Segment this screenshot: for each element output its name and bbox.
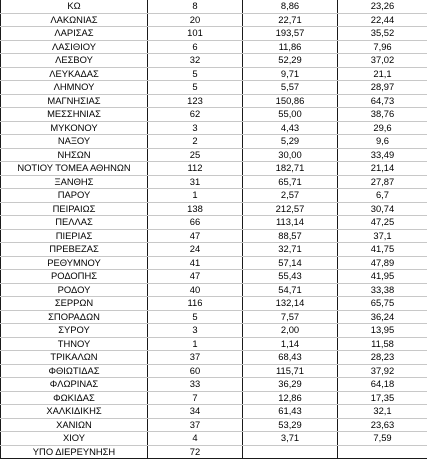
table-row: [1, 418, 427, 432]
rate-cell: 5,29: [243, 135, 338, 149]
case-count-cell: 5: [148, 310, 243, 324]
rate-cell: 55,00: [243, 108, 338, 122]
case-count-cell: 47: [148, 229, 243, 243]
case-count-cell: 112: [148, 162, 243, 176]
table-row: [1, 283, 427, 297]
change-cell: 33,38: [338, 283, 427, 297]
case-count-cell: 41: [148, 256, 243, 270]
case-count-cell: 4: [148, 432, 243, 446]
rate-cell: 68,43: [243, 351, 338, 365]
rate-cell: 32,71: [243, 243, 338, 257]
case-count-cell: 66: [148, 216, 243, 230]
change-cell: 47,25: [338, 216, 427, 230]
region-name-cell: ΠΡΕΒΕΖΑΣ: [1, 243, 148, 257]
table-row: [1, 229, 427, 243]
region-name-cell: ΝΟΤΙΟΥ ΤΟΜΕΑ ΑΘΗΝΩΝ: [1, 162, 148, 176]
change-cell: 41,75: [338, 243, 427, 257]
rate-cell: 9,71: [243, 67, 338, 81]
region-name-cell: ΡΕΘΥΜΝΟΥ: [1, 256, 148, 270]
change-cell: 32,1: [338, 405, 427, 419]
change-cell: 22,44: [338, 13, 427, 27]
region-name-cell: ΠΑΡΟΥ: [1, 189, 148, 203]
change-cell: 35,52: [338, 27, 427, 41]
change-cell: 28,23: [338, 351, 427, 365]
case-count-cell: 20: [148, 13, 243, 27]
change-cell: 29,6: [338, 121, 427, 135]
region-name-cell: ΛΑΣΙΘΙΟΥ: [1, 40, 148, 54]
change-cell: 41,95: [338, 270, 427, 284]
table-row: [1, 175, 427, 189]
case-count-cell: 31: [148, 175, 243, 189]
change-cell: 64,73: [338, 94, 427, 108]
table-row: [1, 162, 427, 176]
case-count-cell: 101: [148, 27, 243, 41]
region-name-cell: ΛΑΚΩΝΙΑΣ: [1, 13, 148, 27]
case-count-cell: 123: [148, 94, 243, 108]
region-name-cell: ΥΠΟ ΔΙΕΡΕΥΝΗΣΗ: [1, 445, 148, 459]
change-cell: 28,97: [338, 81, 427, 95]
region-name-cell: ΜΥΚΟΝΟΥ: [1, 121, 148, 135]
case-count-cell: 24: [148, 243, 243, 257]
change-cell: 65,75: [338, 297, 427, 311]
region-name-cell: ΦΘΙΩΤΙΔΑΣ: [1, 364, 148, 378]
rate-cell: [243, 445, 338, 459]
change-cell: 37,1: [338, 229, 427, 243]
change-cell: 23,63: [338, 418, 427, 432]
rate-cell: 4,43: [243, 121, 338, 135]
rate-cell: 113,14: [243, 216, 338, 230]
table-row: [1, 270, 427, 284]
table-row: [1, 135, 427, 149]
table-row: [1, 202, 427, 216]
table-row: [1, 189, 427, 203]
change-cell: 11,58: [338, 337, 427, 351]
rate-cell: 57,14: [243, 256, 338, 270]
table-row: [1, 108, 427, 122]
table-row: [1, 256, 427, 270]
region-name-cell: ΣΠΟΡΑΔΩΝ: [1, 310, 148, 324]
table-row: [1, 148, 427, 162]
case-count-cell: 32: [148, 54, 243, 68]
case-count-cell: 37: [148, 351, 243, 365]
region-name-cell: ΧΙΟΥ: [1, 432, 148, 446]
case-count-cell: 2: [148, 135, 243, 149]
table-row: [1, 81, 427, 95]
rate-cell: 182,71: [243, 162, 338, 176]
table-row: [1, 391, 427, 405]
rate-cell: 61,43: [243, 405, 338, 419]
rate-cell: 8,86: [243, 0, 338, 13]
region-name-cell: ΣΥΡΟΥ: [1, 324, 148, 338]
region-name-cell: ΛΑΡΙΣΑΣ: [1, 27, 148, 41]
change-cell: 33,49: [338, 148, 427, 162]
case-count-cell: 33: [148, 378, 243, 392]
rate-cell: 193,57: [243, 27, 338, 41]
change-cell: 36,24: [338, 310, 427, 324]
rate-cell: 132,14: [243, 297, 338, 311]
table-row: [1, 337, 427, 351]
case-count-cell: 8: [148, 0, 243, 13]
change-cell: 37,92: [338, 364, 427, 378]
change-cell: 7,59: [338, 432, 427, 446]
case-count-cell: 7: [148, 391, 243, 405]
rate-cell: 5,57: [243, 81, 338, 95]
change-cell: 21,1: [338, 67, 427, 81]
table-row: [1, 364, 427, 378]
rate-cell: 3,71: [243, 432, 338, 446]
rate-cell: 7,57: [243, 310, 338, 324]
rate-cell: 22,71: [243, 13, 338, 27]
change-cell: 23,26: [338, 0, 427, 13]
region-name-cell: ΛΗΜΝΟΥ: [1, 81, 148, 95]
table-row: [1, 0, 427, 13]
change-cell: 38,76: [338, 108, 427, 122]
change-cell: 17,35: [338, 391, 427, 405]
case-count-cell: 5: [148, 81, 243, 95]
region-name-cell: ΠΕΙΡΑΙΩΣ: [1, 202, 148, 216]
region-name-cell: ΤΗΝΟΥ: [1, 337, 148, 351]
rate-cell: 65,71: [243, 175, 338, 189]
region-name-cell: ΧΑΛΚΙΔΙΚΗΣ: [1, 405, 148, 419]
rate-cell: 2,57: [243, 189, 338, 203]
case-count-cell: 138: [148, 202, 243, 216]
region-name-cell: ΛΕΥΚΑΔΑΣ: [1, 67, 148, 81]
rate-cell: 88,57: [243, 229, 338, 243]
change-cell: 47,89: [338, 256, 427, 270]
change-cell: 21,14: [338, 162, 427, 176]
rate-cell: 36,29: [243, 378, 338, 392]
rate-cell: 30,00: [243, 148, 338, 162]
case-count-cell: 62: [148, 108, 243, 122]
region-name-cell: ΡΟΔΟΠΗΣ: [1, 270, 148, 284]
case-count-cell: 5: [148, 67, 243, 81]
region-name-cell: ΤΡΙΚΑΛΩΝ: [1, 351, 148, 365]
region-name-cell: ΚΩ: [1, 0, 148, 13]
region-name-cell: ΛΕΣΒΟΥ: [1, 54, 148, 68]
change-cell: 37,02: [338, 54, 427, 68]
region-name-cell: ΣΕΡΡΩΝ: [1, 297, 148, 311]
rate-cell: 55,43: [243, 270, 338, 284]
table-row: [1, 121, 427, 135]
change-cell: 6,7: [338, 189, 427, 203]
case-count-cell: 116: [148, 297, 243, 311]
region-name-cell: ΜΑΓΝΗΣΙΑΣ: [1, 94, 148, 108]
change-cell: [338, 445, 427, 459]
region-name-cell: ΠΕΛΛΑΣ: [1, 216, 148, 230]
change-cell: 9,6: [338, 135, 427, 149]
region-name-cell: ΦΩΚΙΔΑΣ: [1, 391, 148, 405]
case-count-cell: 60: [148, 364, 243, 378]
region-name-cell: ΝΑΞΟΥ: [1, 135, 148, 149]
rate-cell: 54,71: [243, 283, 338, 297]
region-name-cell: ΧΑΝΙΩΝ: [1, 418, 148, 432]
table-row: [1, 432, 427, 446]
case-count-cell: 25: [148, 148, 243, 162]
case-count-cell: 3: [148, 121, 243, 135]
table-body: [1, 0, 427, 459]
region-name-cell: ΠΙΕΡΙΑΣ: [1, 229, 148, 243]
table-row: [1, 405, 427, 419]
table-row: [1, 351, 427, 365]
region-name-cell: ΡΟΔΟΥ: [1, 283, 148, 297]
table-row: [1, 297, 427, 311]
table-row: [1, 378, 427, 392]
table-row: [1, 67, 427, 81]
case-count-cell: 3: [148, 324, 243, 338]
rate-cell: 12,86: [243, 391, 338, 405]
rate-cell: 150,86: [243, 94, 338, 108]
case-count-cell: 1: [148, 337, 243, 351]
region-name-cell: ΦΛΩΡΙΝΑΣ: [1, 378, 148, 392]
case-count-cell: 72: [148, 445, 243, 459]
rate-cell: 52,29: [243, 54, 338, 68]
case-count-cell: 34: [148, 405, 243, 419]
rate-cell: 115,71: [243, 364, 338, 378]
table-row: [1, 243, 427, 257]
change-cell: 13,95: [338, 324, 427, 338]
rate-cell: 212,57: [243, 202, 338, 216]
rate-cell: 1,14: [243, 337, 338, 351]
region-name-cell: ΜΕΣΣΗΝΙΑΣ: [1, 108, 148, 122]
rate-cell: 53,29: [243, 418, 338, 432]
table-row: [1, 13, 427, 27]
table-row: [1, 27, 427, 41]
rate-cell: 11,86: [243, 40, 338, 54]
change-cell: 30,74: [338, 202, 427, 216]
table-row: [1, 40, 427, 54]
case-count-cell: 6: [148, 40, 243, 54]
table-row: [1, 310, 427, 324]
table-row: [1, 54, 427, 68]
region-name-cell: ΞΑΝΘΗΣ: [1, 175, 148, 189]
case-count-cell: 47: [148, 270, 243, 284]
case-count-cell: 37: [148, 418, 243, 432]
table-row: [1, 445, 427, 459]
case-count-cell: 40: [148, 283, 243, 297]
table-row: [1, 216, 427, 230]
change-cell: 27,87: [338, 175, 427, 189]
change-cell: 64,18: [338, 378, 427, 392]
case-count-cell: 1: [148, 189, 243, 203]
change-cell: 7,96: [338, 40, 427, 54]
region-name-cell: ΝΗΣΩΝ: [1, 148, 148, 162]
table-row: [1, 94, 427, 108]
table-row: [1, 324, 427, 338]
rate-cell: 2,00: [243, 324, 338, 338]
